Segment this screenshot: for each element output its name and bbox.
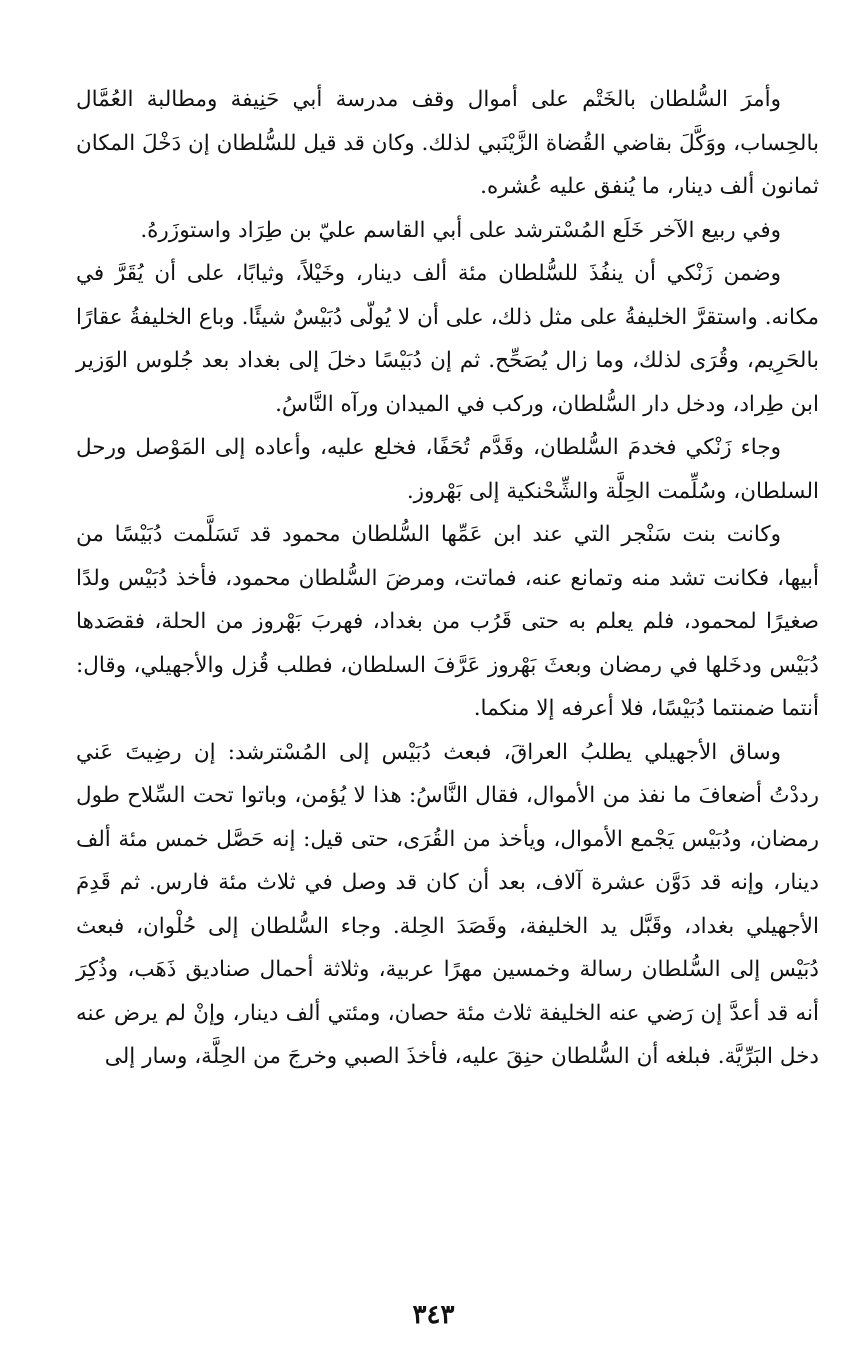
page-number: ٣٤٣ (412, 1300, 455, 1330)
paragraph-3: وضمن زَنْكي أن ينفُذَ للسُّلطان مئة ألف دينار، وخَيْلاً، وثيابًا، على أن يُقَرَّ في مكانه. واستقرَّ الخليفةُ على مثل ذلك، على أن لا يُولّى دُبَيْسٌ شيئًا. وباع الخليفةُ عقارًا بالحَرِيم، وقُرَى لذلك، وما زال يُصَحِّح. ثم إن دُبَيْسًا دخلَ إلى بغداد بعد جُلوس الوَزير ابن طِراد، ودخل دار السُّلطان، وركب في الميدان ورآه النَّاسُ. (76, 261, 819, 417)
paragraph-1: وأمرَ السُّلطان بالخَتْم على أموال وقف مدرسة أبي حَنِيفة ومطالبة العُمَّال بالحِساب، ووَكَّلَ بقاضي القُضاة الزَّيْنَبي لذلك. وكان قد قيل للسُّلطان إن دَخْلَ المكان ثمانون ألف دينار، ما يُنفق عليه عُشره. (76, 87, 819, 199)
paragraph-2: وفي ربيع الآخر خَلَع المُسْترشد على أبي القاسم عليّ بن طِرَاد واستوزَرهُ. (140, 217, 781, 243)
paragraph-4: وجاء زَنْكي فخدمَ السُّلطان، وقَدَّم تُحَفًا، فخلع عليه، وأعاده إلى المَوْصل ورحل السلطان، وسُلِّمت الحِلَّة والشِّحْنكية إلى بَهْروز. (76, 435, 819, 504)
paragraph-6: وساق الأجهيلي يطلبُ العراقَ، فبعث دُبَيْس إلى المُسْترشد: إن رضِيتَ عَني رددْتُ أضعافَ ما نفذ من الأموال، فقال النَّاسُ: هذا لا يُؤمن، وباتوا تحت السِّلاح طول رمضان، ودُبَيْس يَجْمع الأموال، ويأخذ من القُرَى، حتى قيل: إنه حَصَّل خمس مئة ألف دينار، وإنه قد دَوَّن عشرة آلاف، بعد أن كان قد وصل في ثلاث مئة فارس. ثم قَدِمَ الأجهيلي بغداد، وقَبَّل يد الخليفة، وقَصَدَ الحِلة. وجاء السُّلطان إلى حُلْوان، فبعث دُبَيْس إلى السُّلطان رسالة وخمسين مهرًا عربية، وثلاثة أحمال صناديق ذَهَب، وذُكِرَ أنه قد أعدَّ إن رَضي عنه الخليفة ثلاث مئة حصان، ومئتي ألف دينار، وإنْ لم يرض عنه دخل البَرِّيَّة. فبلغه أن السُّلطان حنِقَ عليه، فأخذَ الصبي وخرجَ من الحِلَّة، وسار إلى (76, 739, 819, 1069)
paragraph-5: وكانت بنت سَنْجر التي عند ابن عَمِّها السُّلطان محمود قد تَسَلَّمت دُبَيْسًا من أبيها، فكانت تشد منه وتمانع عنه، فماتت، ومرضَ السُّلطان محمود، فأخذ دُبَيْس ولدًا صغيرًا لمحمود، فلم يعلم به حتى قَرُب من بغداد، فهربَ بَهْروز من الحلة، فقصَدها دُبَيْس ودخَلها في رمضان وبعثَ بَهْروز عَرَّفَ السلطان، فطلب قُزل والأجهيلي، وقال: أنتما ضمنتما دُبَيْسًا، فلا أعرفه إلا منكما. (76, 522, 819, 721)
